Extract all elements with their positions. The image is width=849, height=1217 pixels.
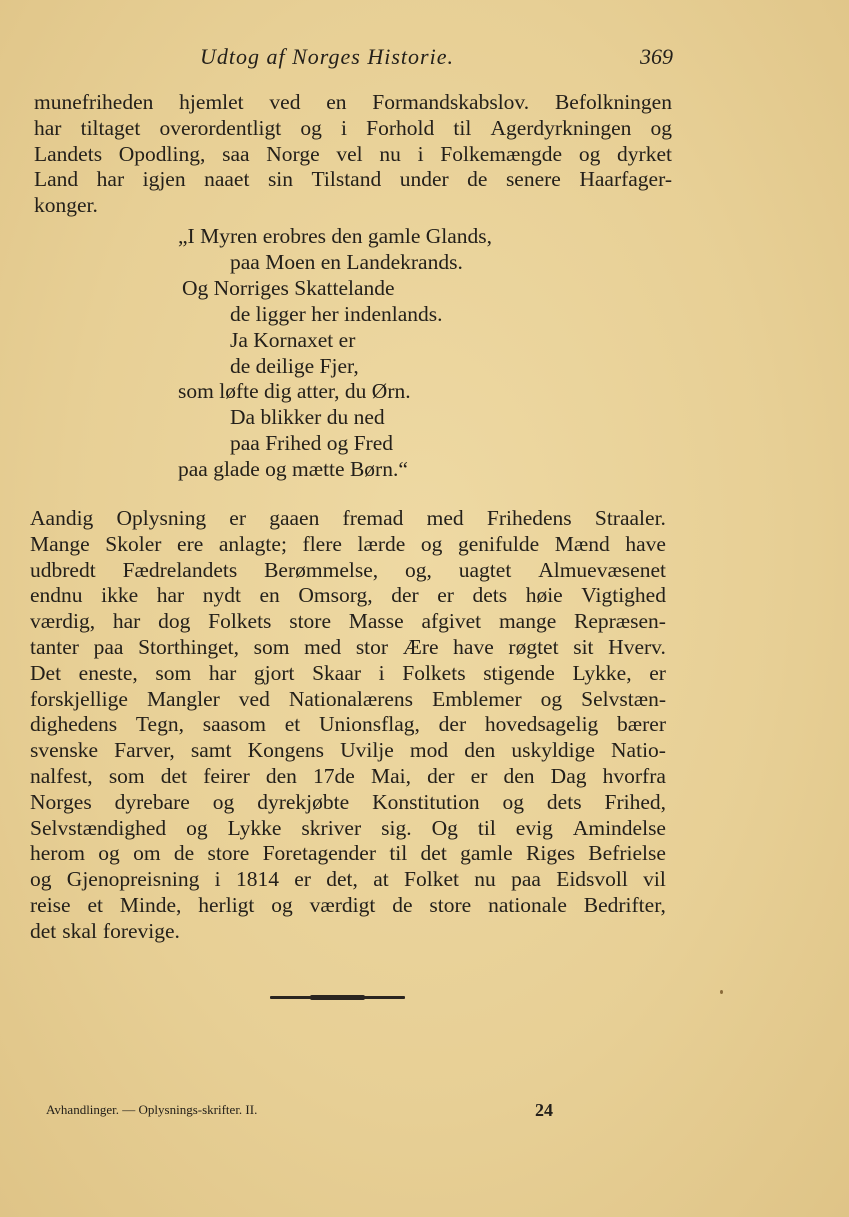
- section-divider: [270, 996, 405, 999]
- paper-speck: [720, 990, 723, 994]
- text-line: reise et Minde, herligt og værdigt de store nationale Bedrifter,: [30, 892, 666, 917]
- text-line: svenske Farver, samt Kongens Uvilje mod den uskyldige Natio-: [30, 738, 666, 763]
- verse-line: paa Moen en Landekrands.: [230, 249, 463, 274]
- text-line: endnu ikke har nydt en Omsorg, der er dets høie Vigtighed: [30, 583, 666, 608]
- verse-line: som løfte dig atter, du Ørn.: [178, 379, 411, 404]
- text-line: munefriheden hjemlet ved en Formandskabslov. Befolkningen: [34, 90, 672, 114]
- text-line: udbredt Fædrelandets Berømmelse, og, uagtet Almuevæsenet: [30, 557, 666, 582]
- verse-line: Da blikker du ned: [230, 405, 385, 430]
- text-line: værdig, har dog Folkets store Masse afgivet mange Repræsen-: [30, 609, 666, 634]
- printer-signature: 24: [535, 1100, 553, 1120]
- page-number: 369: [640, 44, 673, 69]
- text-line: konger.: [34, 193, 98, 218]
- verse-line: Og Norriges Skattelande: [182, 275, 395, 300]
- text-line: det skal forevige.: [30, 918, 180, 943]
- text-line: Aandig Oplysning er gaaen fremad med Frihedens Straaler.: [30, 506, 666, 530]
- text-line: Norges dyrebare og dyrekjøbte Konstitution og dets Frihed,: [30, 789, 666, 814]
- text-line: tanter paa Storthinget, som med stor Ære have røgtet sit Hverv.: [30, 634, 666, 659]
- text-line: nalfest, som det feirer den 17de Mai, der er den Dag hvorfra: [30, 763, 666, 788]
- text-line: har tiltaget overordentligt og i Forhold til Agerdyrkningen og: [34, 115, 672, 140]
- text-line: Det eneste, som har gjort Skaar i Folkets stigende Lykke, er: [30, 660, 666, 685]
- text-line: dighedens Tegn, saasom et Unionsflag, der hovedsagelig bærer: [30, 712, 666, 737]
- verse-line: paa glade og mætte Børn.“: [178, 457, 408, 482]
- series-footer: Avhandlinger. — Oplysnings-skrifter. II.: [46, 1102, 258, 1117]
- paragraph-2: [30, 506, 666, 945]
- verse-line: de deilige Fjer,: [230, 353, 359, 378]
- paragraph-1: [34, 90, 672, 219]
- text-line: Selvstændighed og Lykke skriver sig. Og til evig Amindelse: [30, 815, 666, 840]
- verse-line: Ja Kornaxet er: [230, 327, 356, 352]
- running-title: Udtog af Norges Historie.: [200, 44, 454, 69]
- text-line: Mange Skoler ere anlagte; flere lærde og genifulde Mænd have: [30, 531, 666, 556]
- verse-line: „I Myren erobres den gamle Glands,: [178, 224, 493, 248]
- text-line: og Gjenopreisning i 1814 er det, at Folket nu paa Eidsvoll vil: [30, 867, 666, 892]
- text-line: herom og om de store Foretagender til det gamle Riges Befrielse: [30, 841, 666, 866]
- text-line: forskjellige Mangler ved Nationalærens Emblemer og Selvstæn-: [30, 686, 666, 711]
- text-line: Landets Opodling, saa Norge vel nu i Folkemængde og dyrket: [34, 141, 672, 166]
- verse-line: de ligger her indenlands.: [230, 301, 443, 326]
- text-line: Land har igjen naaet sin Tilstand under de senere Haarfager-: [34, 167, 672, 192]
- verse-line: paa Frihed og Fred: [230, 431, 394, 456]
